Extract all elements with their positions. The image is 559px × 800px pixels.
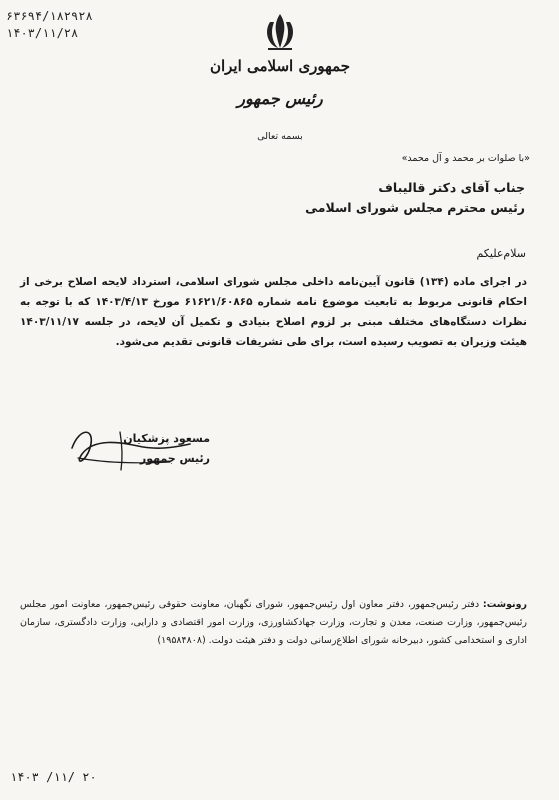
footer-date: ۱۴۰۳ /۱۱/ ۲۰ bbox=[10, 770, 97, 784]
greeting: سلام‌علیکم bbox=[476, 247, 526, 260]
signer-name: مسعود پزشکیان bbox=[123, 432, 210, 445]
cc-recipients: دفتر رئیس‌جمهور، دفتر معاون اول رئیس‌جمهور، شورای نگهبان، معاونت حقوقی رئیس‌جمهور، معاونت امور مجلس رئیس‌جمهور، وزارت صنعت، معدن و تجارت، وزارت جهادکشاورزی، وزارت امور اقتصادی و دارایی، وزارت دادگستری، سازمان اداری و استخدامی کشور، دبیرخانه شورای اطلاع‌رسانی دولت و دفتر هیئت دولت. (۱۹۵۸۴۸۰۸) bbox=[20, 599, 527, 646]
addressee-name: جناب آقای دکتر قالیباف bbox=[378, 180, 525, 195]
republic-title: جمهوری اسلامی ایران bbox=[209, 57, 351, 75]
reference-number: ۶۳۶۹۴/۱۸۲۹۲۸ bbox=[6, 9, 93, 23]
president-title: رئیس جمهور bbox=[237, 89, 323, 108]
body-paragraph: در اجرای ماده (۱۳۴) قانون آیین‌نامه داخلی مجلس شورای اسلامی، استرداد لایحه اصلاح برخی از احکام قانونی مربوط به تابعیت موضوع نامه شماره ۶۱۶۲۱/۶۰۸۶۵ مورخ ۱۴۰۳/۴/۱۳ که با توجه به نظرات دستگاه‌های مختلف مبنی بر لزوم اصلاح بنیادی و تکمیل آن لایحه، در جلسه ۱۴۰۳/۱۱/۱۷ هیئت وزیران به تصویب رسیده است، برای طی تشریفات قانونی تقدیم می‌شود. bbox=[20, 276, 527, 348]
salavat-line: «با صلوات بر محمد و آل محمد» bbox=[401, 153, 530, 164]
reference-date: ۱۴۰۳/۱۱/۲۸ bbox=[6, 26, 79, 40]
signer-role: رئیس جمهور bbox=[139, 452, 210, 465]
carbon-copy-list bbox=[20, 596, 527, 650]
iran-emblem-icon bbox=[262, 12, 298, 52]
addressee-title: رئیس محترم مجلس شورای اسلامی bbox=[305, 200, 525, 215]
besmeh-line: بسمه تعالی bbox=[257, 131, 303, 142]
signature-block bbox=[60, 418, 210, 488]
reference-stamp bbox=[6, 8, 136, 42]
cc-label: رونوشت: bbox=[482, 599, 527, 610]
letter-body bbox=[20, 272, 527, 352]
